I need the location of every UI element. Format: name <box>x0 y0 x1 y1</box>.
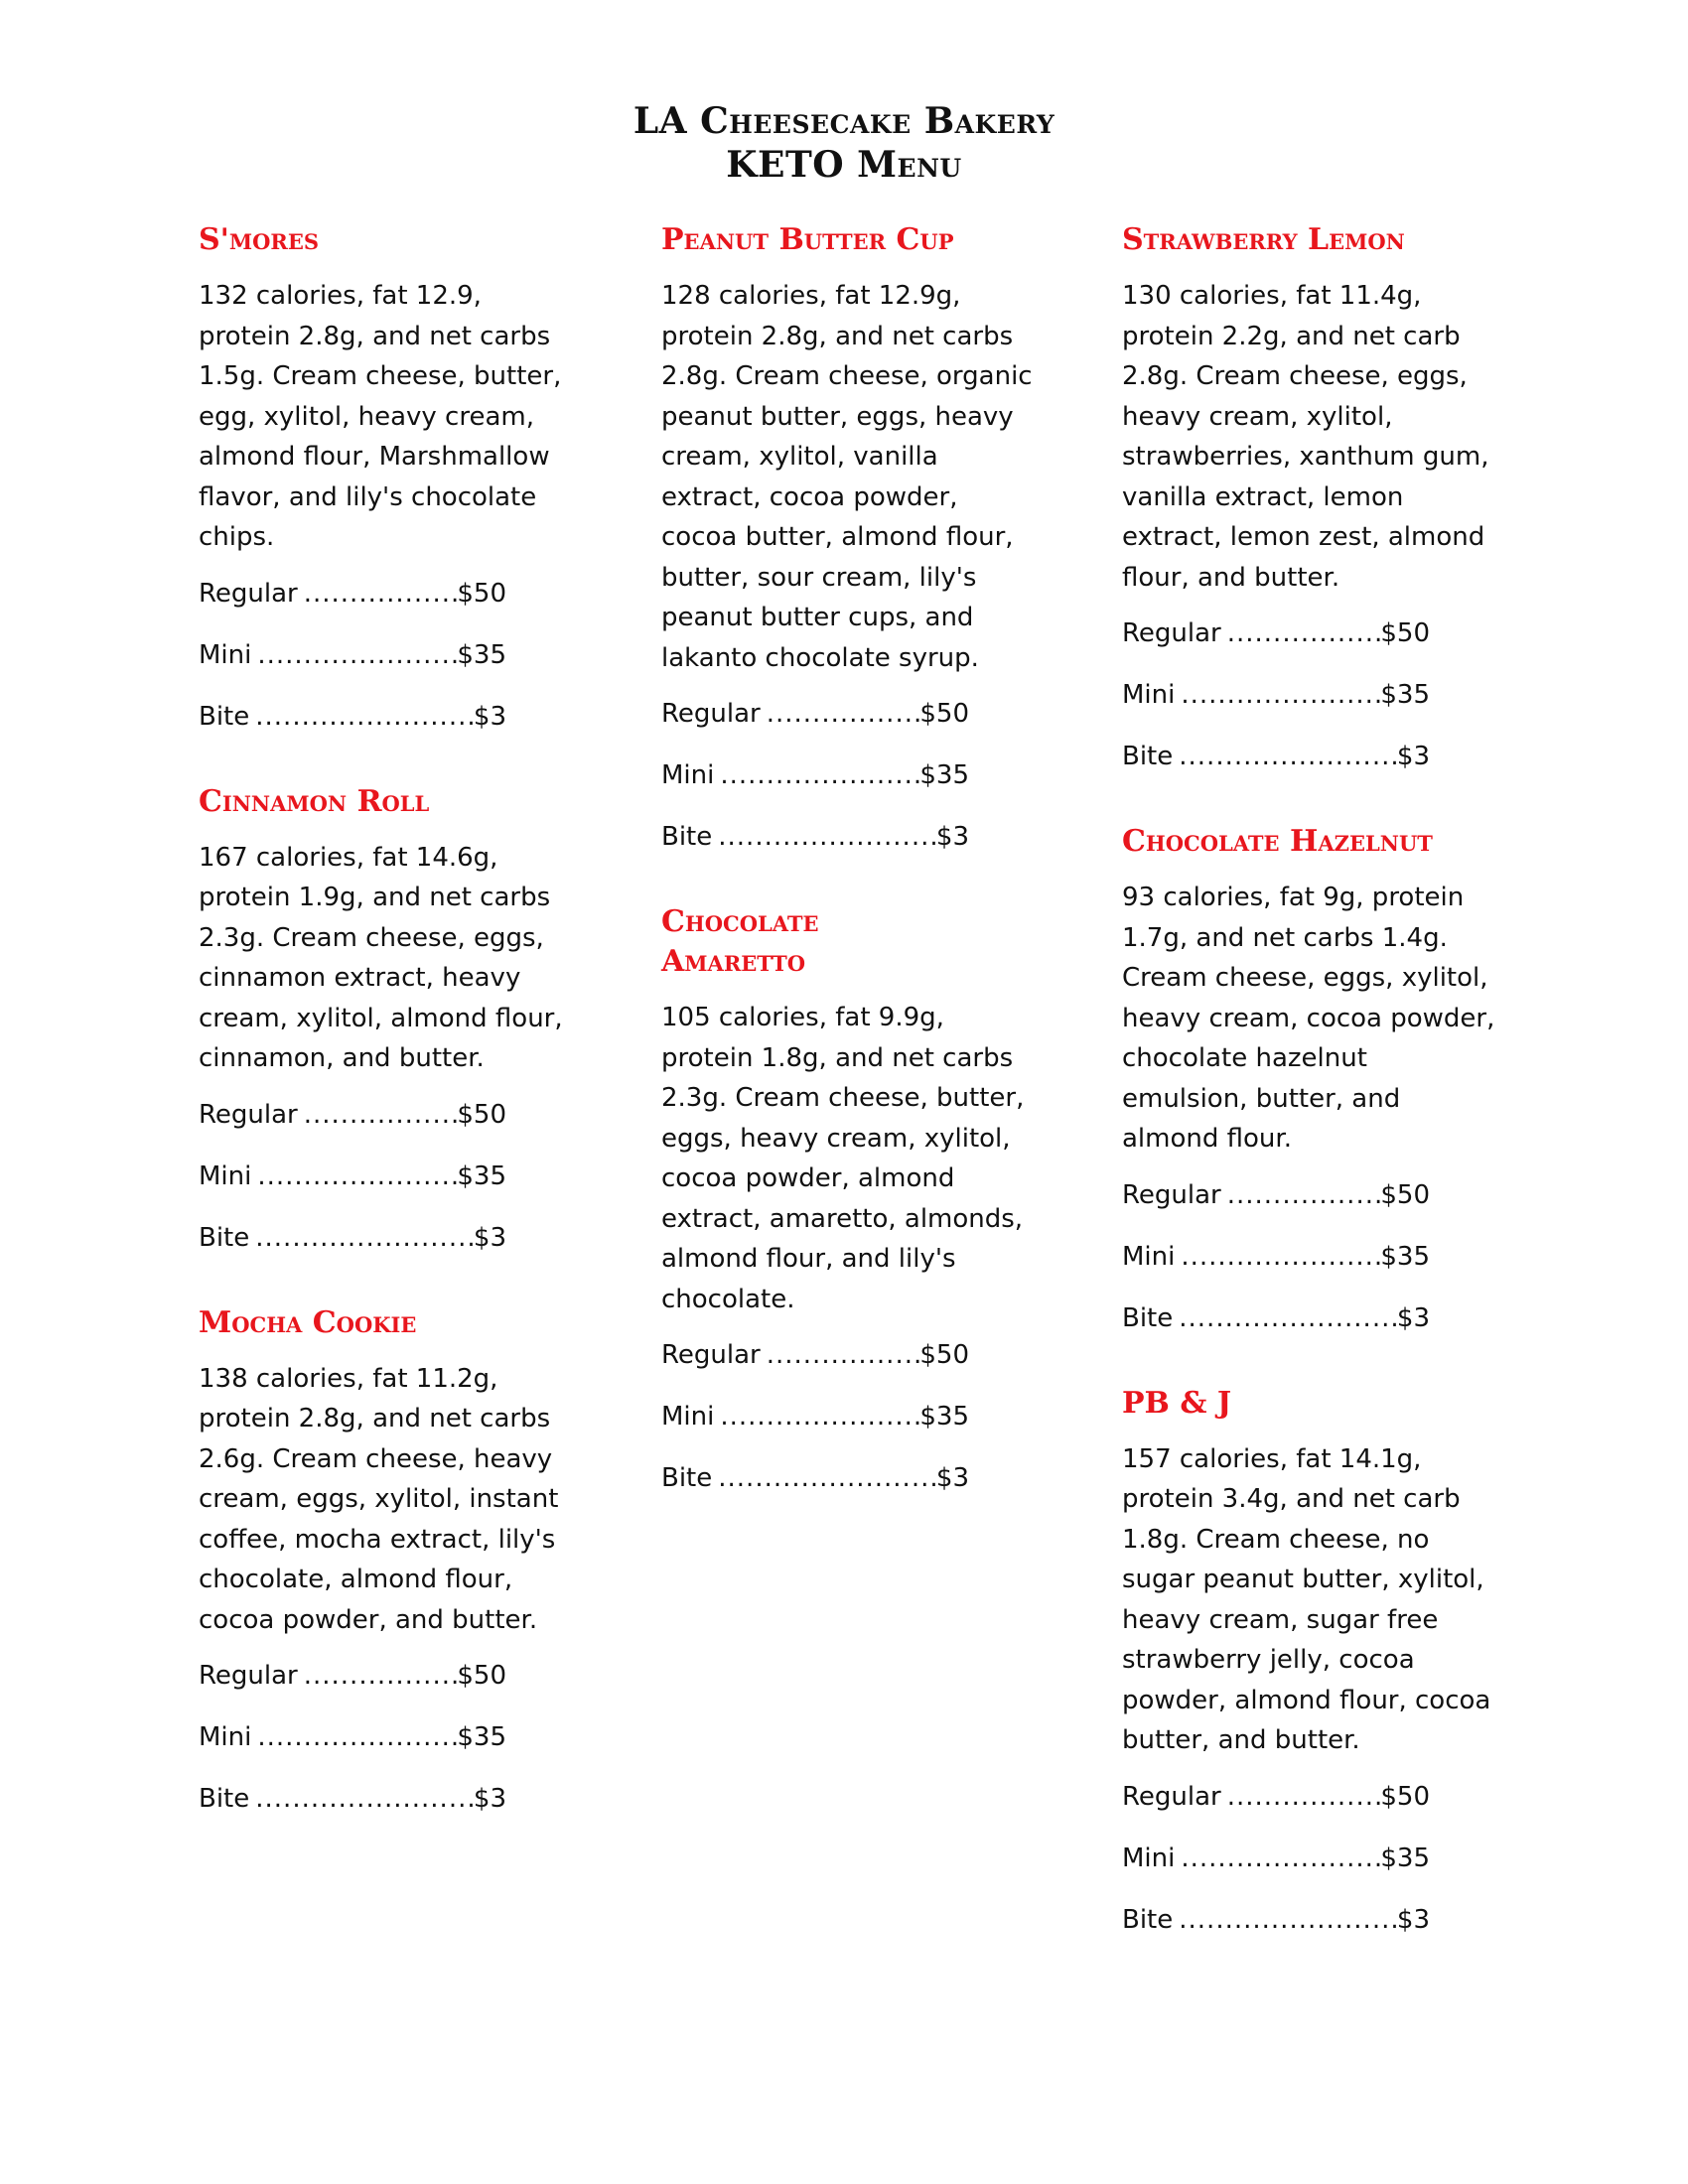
dot-leader <box>251 635 457 675</box>
menu-column-3 <box>1122 220 1499 1985</box>
price-value: $3 <box>1396 1302 1430 1333</box>
price-value: $35 <box>457 1722 506 1752</box>
price-value: $35 <box>919 1402 969 1432</box>
price-value: $50 <box>1380 1781 1430 1812</box>
price-value: $50 <box>457 578 506 609</box>
price-value: $50 <box>919 699 969 729</box>
menu-item-strawberry-lemon <box>1122 220 1499 776</box>
dot-leader <box>1173 737 1397 776</box>
price-row-bite <box>1122 1298 1430 1338</box>
size-label: Bite <box>1122 1904 1174 1935</box>
dot-leader <box>251 1717 457 1757</box>
item-description: 128 calories, fat 12.9g, protein 2.8g, and net carbs 2.8g. Cream cheese, organic peanut butter, eggs, heavy cream, xylitol, vanilla extract, cocoa powder, cocoa butter, almond flour, butter, sour cream, lily's peanut butter cups, and lakanto chocolate syrup. <box>661 281 1033 673</box>
menu-item-pb-and-j <box>1122 1384 1499 1940</box>
item-title: Peanut Butter Cup <box>661 222 954 257</box>
price-row-mini <box>661 755 969 795</box>
size-label: Regular <box>199 1661 298 1691</box>
size-label: Mini <box>661 1402 715 1432</box>
price-row-mini <box>199 635 506 675</box>
size-label: Regular <box>661 1340 761 1370</box>
item-title: Mocha Cookie <box>199 1304 417 1340</box>
price-row-regular <box>199 1095 506 1135</box>
size-label: Bite <box>199 1784 250 1814</box>
price-row-bite <box>199 697 506 737</box>
size-label: Bite <box>199 701 250 732</box>
price-row-mini <box>1122 1237 1430 1277</box>
price-value: $35 <box>457 639 506 670</box>
size-label: Mini <box>1122 1241 1176 1272</box>
dot-leader <box>761 1335 920 1375</box>
size-label: Mini <box>1122 1843 1176 1873</box>
size-label: Regular <box>661 699 761 729</box>
price-row-bite <box>199 1779 506 1819</box>
price-row-regular <box>1122 1175 1430 1215</box>
menu-header <box>0 99 1688 187</box>
item-description: 157 calories, fat 14.1g, protein 3.4g, and net carb 1.8g. Cream cheese, no sugar peanut butter, xylitol, heavy cream, sugar free strawberry jelly, cocoa powder, almond flour, cocoa butter, and butter. <box>1122 1443 1491 1755</box>
price-row-regular <box>1122 614 1430 653</box>
price-row-mini <box>199 1157 506 1196</box>
dot-leader <box>1221 1175 1381 1215</box>
dot-leader <box>1175 1839 1380 1878</box>
price-row-bite <box>199 1218 506 1258</box>
item-title: Strawberry Lemon <box>1122 222 1405 257</box>
dot-leader <box>298 1656 458 1696</box>
price-row-bite <box>661 817 969 857</box>
size-label: Bite <box>1122 1302 1174 1333</box>
item-description: 93 calories, fat 9g, protein 1.7g, and net carbs 1.4g. Cream cheese, eggs, xylitol, heavy cream, cocoa powder, chocolate hazelnut emulsion, butter, and almond flour. <box>1122 883 1495 1154</box>
price-value: $35 <box>1380 1241 1430 1272</box>
price-value: $3 <box>1396 742 1430 771</box>
price-row-mini <box>1122 1839 1430 1878</box>
bakery-name: LA Cheesecake Bakery <box>633 100 1055 142</box>
menu-item-peanut-butter-cup <box>661 220 1039 857</box>
menu-item-chocolate-hazelnut <box>1122 822 1499 1338</box>
dot-leader <box>298 1095 458 1135</box>
dot-leader <box>714 755 919 795</box>
price-value: $50 <box>457 1661 506 1691</box>
price-value: $3 <box>935 822 969 852</box>
size-label: Mini <box>199 639 252 670</box>
dot-leader <box>249 1218 474 1258</box>
size-label: Regular <box>1122 1179 1221 1210</box>
dot-leader <box>1173 1900 1397 1940</box>
item-title: PB & J <box>1122 1385 1232 1421</box>
item-description: 132 calories, fat 12.9, protein 2.8g, and net carbs 1.5g. Cream cheese, butter, egg, xylitol, heavy cream, almond flour, Marshmallow flavor, and lily's chocolate chips. <box>199 281 562 552</box>
menu-item-chocolate-amaretto <box>661 902 1039 1498</box>
size-label: Mini <box>199 1160 252 1191</box>
price-row-mini <box>199 1717 506 1757</box>
price-row-mini <box>1122 675 1430 715</box>
price-value: $35 <box>1380 1843 1430 1873</box>
dot-leader <box>712 1458 936 1498</box>
size-label: Bite <box>1122 742 1174 771</box>
price-row-bite <box>1122 737 1430 776</box>
dot-leader <box>1175 675 1380 715</box>
item-title: Chocolate Amaretto <box>661 904 819 979</box>
dot-leader <box>1221 1777 1381 1817</box>
price-row-regular <box>1122 1777 1430 1817</box>
price-row-mini <box>661 1397 969 1436</box>
dot-leader <box>761 694 920 734</box>
price-value: $50 <box>919 1340 969 1370</box>
item-description: 105 calories, fat 9.9g, protein 1.8g, and net carbs 2.3g. Cream cheese, butter, eggs, heavy cream, xylitol, cocoa powder, almond extract, amaretto, almonds, almond flour, and lily's chocolate. <box>661 1003 1025 1314</box>
size-label: Mini <box>661 760 715 790</box>
price-value: $3 <box>1396 1904 1430 1935</box>
item-description: 130 calories, fat 11.4g, protein 2.2g, and net carb 2.8g. Cream cheese, eggs, heavy cream, xylitol, strawberries, xanthum gum, vanilla extract, lemon extract, lemon zest, almond flour, and butter. <box>1122 281 1489 593</box>
menu-column-1 <box>199 220 576 1864</box>
dot-leader <box>712 817 936 857</box>
size-label: Regular <box>1122 618 1221 648</box>
menu-column-2 <box>661 220 1039 1544</box>
dot-leader <box>1221 614 1381 653</box>
size-label: Bite <box>661 822 713 852</box>
price-value: $50 <box>1380 1179 1430 1210</box>
menu-item-cinnamon-roll <box>199 782 576 1258</box>
price-row-regular <box>661 694 969 734</box>
price-row-regular <box>661 1335 969 1375</box>
dot-leader <box>298 574 458 614</box>
dot-leader <box>251 1157 457 1196</box>
dot-leader <box>249 697 474 737</box>
size-label: Mini <box>199 1722 252 1752</box>
item-title: S'mores <box>199 222 320 257</box>
price-value: $3 <box>473 1222 506 1253</box>
item-title: Cinnamon Roll <box>199 783 430 819</box>
price-value: $35 <box>919 760 969 790</box>
price-row-regular <box>199 574 506 614</box>
item-title: Chocolate Hazelnut <box>1122 824 1433 859</box>
size-label: Mini <box>1122 680 1176 710</box>
size-label: Bite <box>199 1222 250 1253</box>
menu-item-mocha-cookie <box>199 1303 576 1820</box>
price-value: $35 <box>1380 680 1430 710</box>
price-row-bite <box>1122 1900 1430 1940</box>
price-value: $3 <box>935 1463 969 1493</box>
price-row-bite <box>661 1458 969 1498</box>
price-value: $35 <box>457 1160 506 1191</box>
menu-title: KETO Menu <box>726 144 962 186</box>
price-value: $50 <box>457 1099 506 1130</box>
size-label: Regular <box>1122 1781 1221 1812</box>
size-label: Bite <box>661 1463 713 1493</box>
item-description: 138 calories, fat 11.2g, protein 2.8g, and net carbs 2.6g. Cream cheese, heavy cream, eggs, xylitol, instant coffee, mocha extract, lily's chocolate, almond flour, cocoa powder, and butter. <box>199 1363 559 1635</box>
dot-leader <box>1173 1298 1397 1338</box>
size-label: Regular <box>199 578 298 609</box>
price-value: $3 <box>473 1784 506 1814</box>
menu-item-smores <box>199 220 576 737</box>
price-row-regular <box>199 1656 506 1696</box>
dot-leader <box>249 1779 474 1819</box>
price-value: $3 <box>473 701 506 732</box>
item-description: 167 calories, fat 14.6g, protein 1.9g, and net carbs 2.3g. Cream cheese, eggs, cinnamon extract, heavy cream, xylitol, almond flour, cinnamon, and butter. <box>199 842 563 1073</box>
dot-leader <box>714 1397 919 1436</box>
price-value: $50 <box>1380 618 1430 648</box>
dot-leader <box>1175 1237 1380 1277</box>
size-label: Regular <box>199 1099 298 1130</box>
